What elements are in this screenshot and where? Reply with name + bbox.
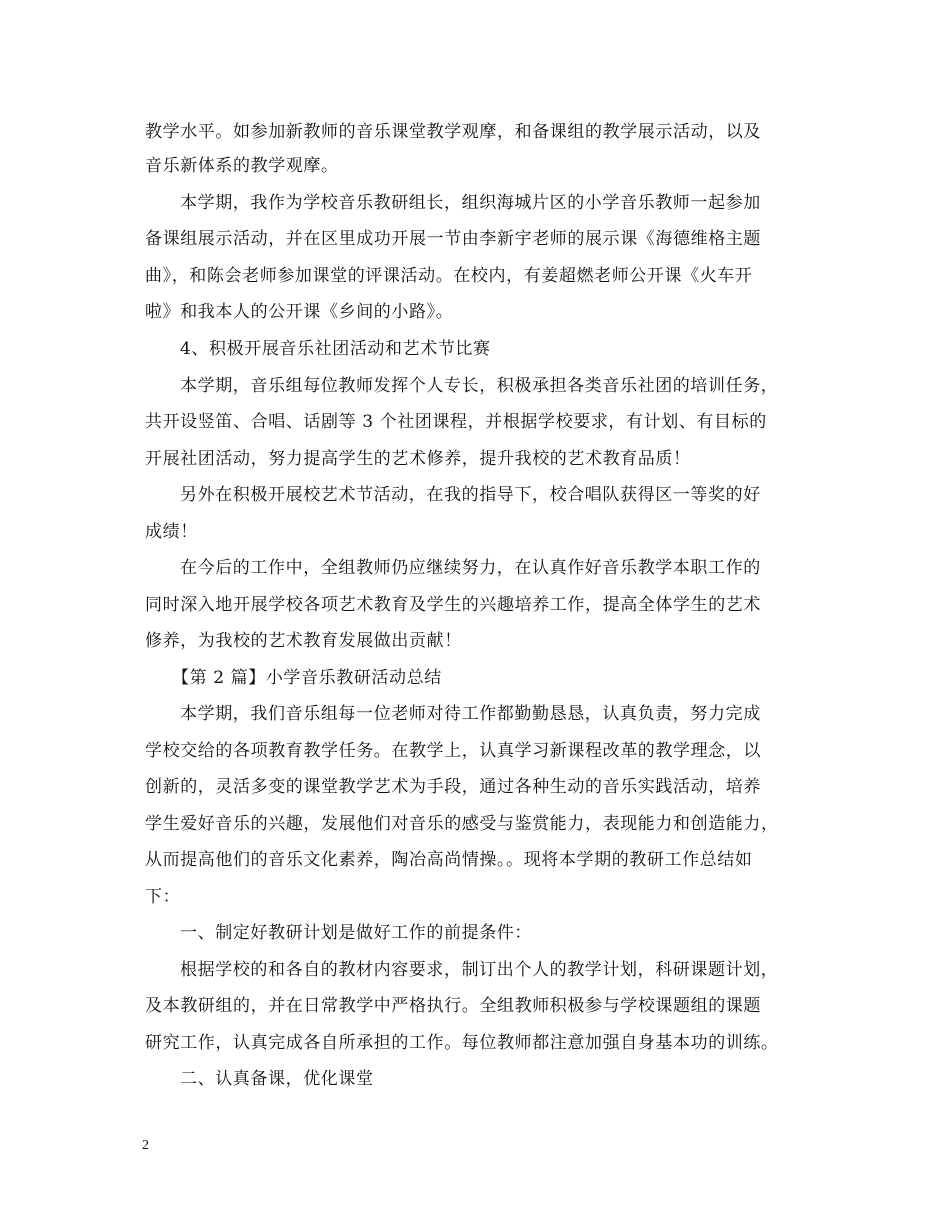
text-line: 同时深入地开展学校各项艺术教育及学生的兴趣培养工作，提高全体学生的艺术: [145, 595, 761, 615]
text-line: 下：: [145, 887, 181, 907]
text-line: 创新的，灵活多变的课堂教学艺术为手段，通过各种生动的音乐实践活动，培养: [145, 777, 761, 797]
text-line: 共开设竖笛、合唱、话剧等 3 个社团课程，并根据学校要求，有计划、有目标的: [145, 412, 767, 432]
text-line: 曲》，和陈会老师参加课堂的评课活动。在校内，有姜超燃老师公开课《火车开: [145, 266, 753, 286]
article-title: 【第 2 篇】小学音乐教研活动总结: [172, 668, 442, 688]
paragraph-line: 本学期，音乐组每位教师发挥个人专长，积极承担各类音乐社团的培训任务，: [180, 376, 779, 396]
text-line: 及本教研组的，并在日常教学中严格执行。全组教师积极参与学校课题组的课题: [145, 996, 761, 1016]
page-number: 2: [142, 1138, 149, 1153]
text-line: 学生爱好音乐的兴趣，发展他们对音乐的感受与鉴赏能力，表现能力和创造能力，: [145, 814, 779, 834]
text-line: 从而提高他们的音乐文化素养，陶冶高尚情操。。现将本学期的教研工作总结如: [145, 850, 753, 870]
text-line: 备课组展示活动，并在区里成功开展一节由李新宇老师的展示课《海德维格主题: [145, 229, 761, 249]
section-heading: 4、积极开展音乐社团活动和艺术节比赛: [180, 339, 491, 359]
section-heading: 一、制定好教研计划是做好工作的前提条件：: [180, 923, 532, 943]
text-line: 啦》和我本人的公开课《乡间的小路》。: [145, 302, 454, 322]
paragraph-line: 本学期，我们音乐组每一位老师对待工作都勤勤恳恳，认真负责，努力完成: [180, 704, 761, 724]
text-line: 研究工作，认真完成各自所承担的工作。每位教师都注意加强自身基本功的训练。: [145, 1033, 779, 1053]
text-line: 教学水平。如参加新教师的音乐课堂教学观摩，和备课组的教学展示活动，以及: [145, 122, 761, 142]
text-line: 开展社团活动，努力提高学生的艺术修养，提升我校的艺术教育品质！: [145, 449, 691, 469]
paragraph-line: 在今后的工作中，全组教师仍应继续努力，在认真作好音乐教学本职工作的: [180, 558, 761, 578]
text-line: 学校交给的各项教育教学任务。在教学上，认真学习新课程改革的教学理念，以: [145, 741, 761, 761]
text-line: 修养，为我校的艺术教育发展做出贡献！: [145, 631, 462, 651]
section-heading: 二、认真备课，优化课堂: [180, 1069, 374, 1089]
text-line: 音乐新体系的教学观摩。: [145, 156, 339, 176]
paragraph-line: 根据学校的和各自的教材内容要求，制订出个人的教学计划，科研课题计划，: [180, 960, 779, 980]
text-line: 成绩！: [145, 522, 198, 542]
paragraph-line: 本学期，我作为学校音乐教研组长，组织海城片区的小学音乐教师一起参加: [180, 193, 761, 213]
paragraph-line: 另外在积极开展校艺术节活动，在我的指导下，校合唱队获得区一等奖的好: [180, 485, 761, 505]
